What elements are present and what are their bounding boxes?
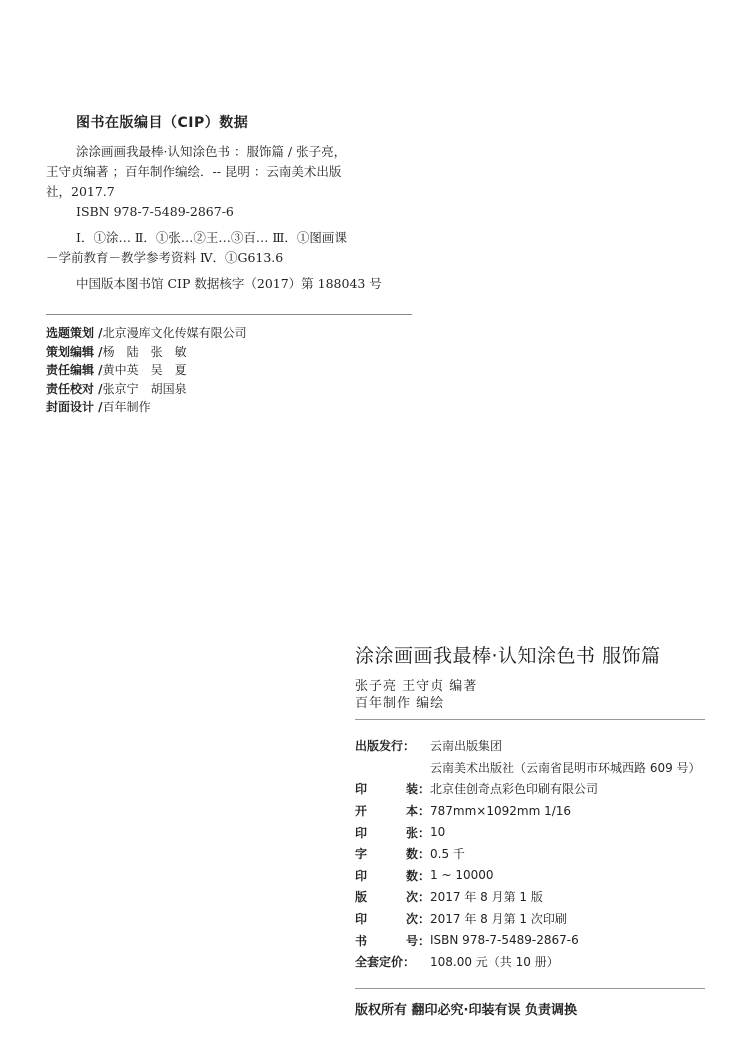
cip-line-isbn: ISBN 978-7-5489-2867-6: [76, 204, 234, 219]
credit-value: 杨 陆 张 敏: [102, 344, 187, 359]
cip-line-title: 涂涂画画我最棒·认知涂色书 ：服饰篇 / 张子亮，: [76, 144, 347, 159]
book-authors: [355, 678, 477, 712]
info-row: [355, 778, 701, 800]
publication-info: [355, 735, 701, 973]
divider: [46, 314, 412, 315]
info-key: 印: [355, 912, 368, 927]
cip-line-date: 社，2017.7: [46, 184, 115, 199]
copyright-notice: 版权所有 翻印必究·印装有误 负责调换: [355, 1003, 577, 1018]
credit-value: 黄中英 吴 夏: [102, 363, 187, 377]
credit-value: 百年制作: [102, 400, 151, 414]
info-key: 本：: [405, 804, 430, 819]
cip-data-block: [46, 112, 416, 294]
info-row: [355, 886, 701, 908]
info-key: 版: [355, 890, 368, 905]
publisher-row-2: [355, 757, 701, 779]
price-row: [355, 951, 701, 973]
credit-row: [46, 361, 247, 380]
info-value: 2017 年 8 月第 1 次印刷: [430, 912, 567, 927]
info-key: 开: [355, 804, 368, 819]
price-value: 108.00 元（共 10 册）: [430, 955, 559, 970]
credit-label: 选题策划 /: [46, 326, 103, 340]
info-key: 号：: [405, 933, 430, 948]
publisher-name: 云南美术出版社（云南省昆明市环城西路 609 号）: [430, 760, 701, 775]
info-key: 次：: [405, 912, 430, 927]
cip-line-classification: －学前教育－教学参考资料 Ⅳ．①G613.6: [46, 250, 284, 265]
info-row: [355, 865, 701, 887]
info-value: 10: [430, 825, 446, 840]
publisher-group: 云南出版集团: [430, 739, 503, 754]
info-row: [355, 800, 701, 822]
info-row: [355, 821, 701, 843]
cip-line-subjects: Ⅰ．①涂… Ⅱ．①张…②王…③百… Ⅲ．①图画课: [76, 230, 347, 245]
info-key: 张：: [405, 825, 430, 840]
info-value: ISBN 978-7-5489-2867-6: [430, 933, 579, 948]
divider: [355, 719, 705, 720]
info-key: 字: [355, 847, 368, 862]
info-key: 次：: [405, 890, 430, 905]
cip-title: 图书在版编目（CIP）数据: [76, 115, 249, 131]
credit-row: [46, 343, 247, 362]
credit-label: 责任校对 /: [46, 381, 103, 396]
publisher-row: [355, 735, 701, 757]
info-value: 2017 年 8 月第 1 版: [430, 890, 543, 905]
authors-line: 张子亮 王守贞 编著: [355, 679, 478, 694]
info-key: 数：: [405, 847, 430, 862]
cip-line-number: 中国版本图书馆 CIP 数据核字（2017）第 188043 号: [76, 276, 382, 291]
info-row: [355, 843, 701, 865]
info-key: 书: [355, 933, 368, 948]
info-row: [355, 929, 701, 951]
info-key: 印: [355, 868, 368, 883]
credit-label: 策划编辑 /: [46, 344, 103, 359]
info-row: [355, 908, 701, 930]
illustrators-line: 百年制作 编绘: [355, 696, 445, 711]
credit-value: 张京宁 胡国泉: [102, 381, 187, 396]
cip-record: [46, 142, 416, 294]
book-title: 涂涂画画我最棒·认知涂色书 服饰篇: [355, 645, 661, 667]
price-label: 全套定价：: [355, 955, 416, 970]
info-key: 印: [355, 782, 368, 797]
publisher-label: 出版发行：: [355, 739, 416, 754]
info-value: 1 ~ 10000: [430, 868, 494, 883]
credit-label: 责任编辑 /: [46, 363, 103, 377]
cip-line-authors: 王守贞编著 ；百年制作编绘．-- 昆明 ：云南美术出版: [46, 164, 342, 179]
info-value: 北京佳创奇点彩色印刷有限公司: [430, 782, 599, 797]
info-key: 印: [355, 825, 368, 840]
credit-row: [46, 380, 247, 399]
info-value: 0.5 千: [430, 847, 465, 862]
divider: [355, 988, 705, 989]
credit-value: 北京漫库文化传媒有限公司: [102, 326, 247, 340]
info-key: 数：: [405, 868, 430, 883]
credit-row: [46, 324, 247, 343]
info-value: 787mm×1092mm 1/16: [430, 803, 572, 818]
credit-row: [46, 398, 247, 417]
editorial-credits: [46, 324, 247, 417]
info-key: 装：: [405, 782, 430, 797]
credit-label: 封面设计 /: [46, 400, 103, 414]
